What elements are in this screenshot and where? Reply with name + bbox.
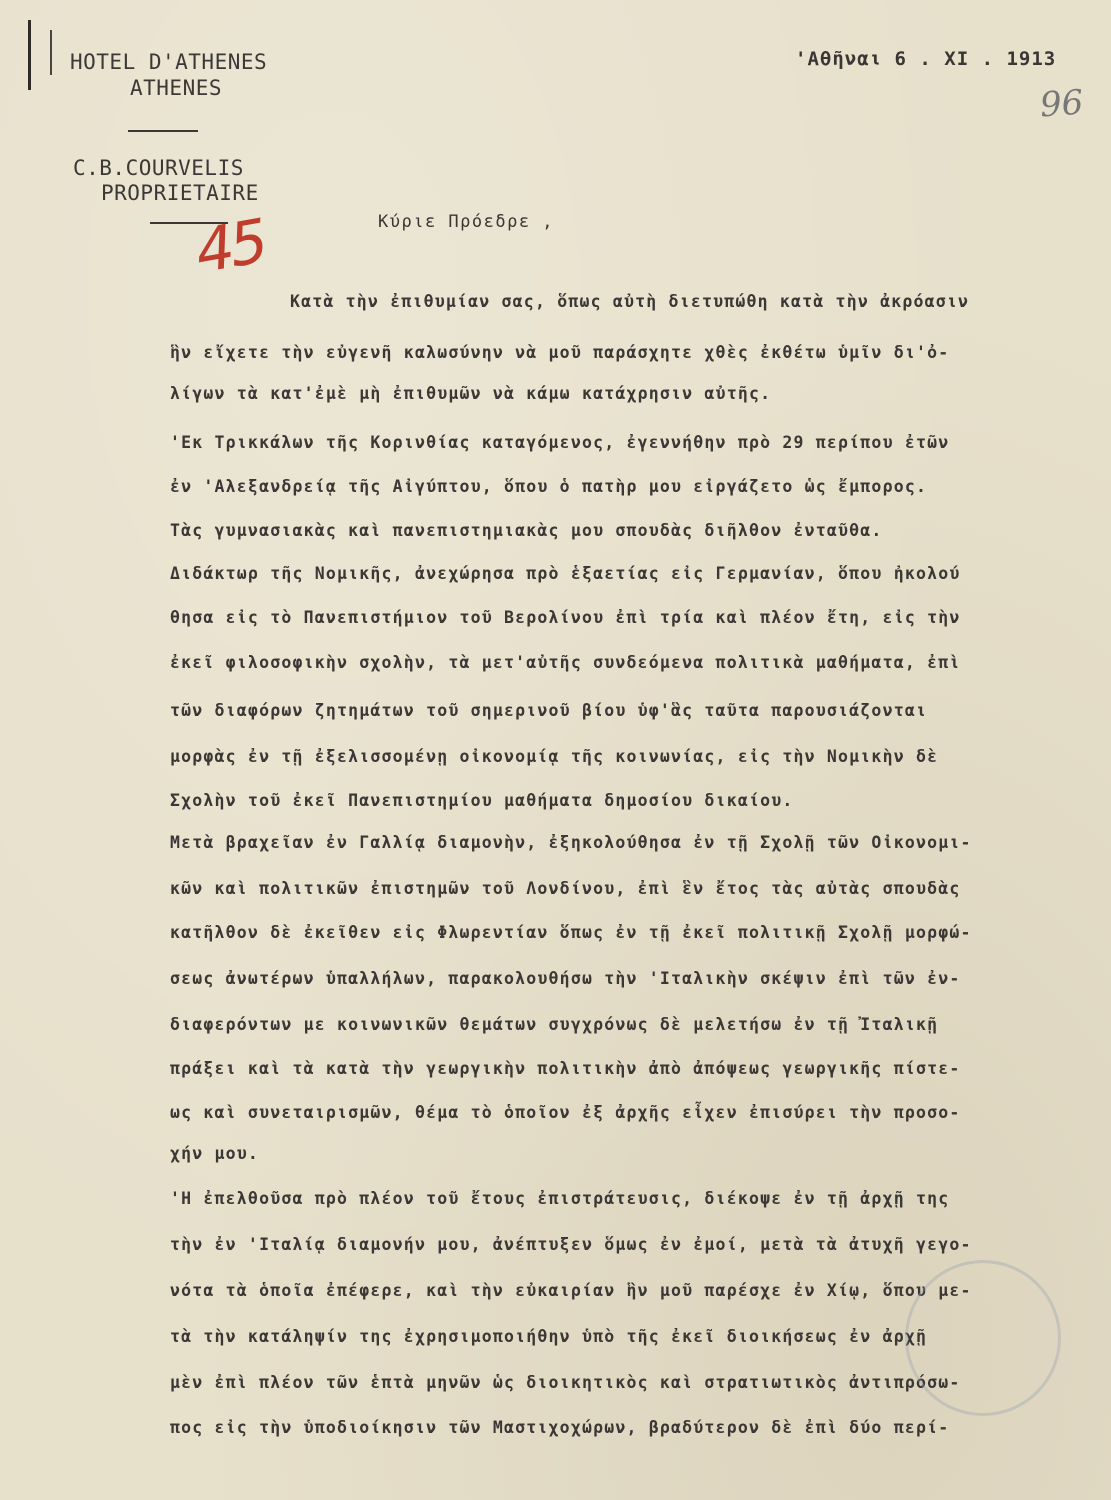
body-line: λίγων τὰ κατ'ἐμὲ μὴ ἐπιθυμῶν νὰ κάμω κατάχρησιν αὐτῆς. bbox=[170, 384, 772, 403]
body-line: 'Η ἐπελθοῦσα πρὸ πλέον τοῦ ἔτους ἐπιστράτευσις, διέκοψε ἐν τῇ ἀρχῇ της bbox=[170, 1189, 950, 1208]
letterhead-city: ATHENES bbox=[130, 76, 223, 100]
body-line: νότα τὰ ὁποῖα ἐπέφερε, καὶ τὴν εὐκαιρίαν ἣν μοῦ παρέσχε ἐν Χίῳ, ὅπου με- bbox=[170, 1281, 972, 1300]
body-line: ως καὶ συνεταιρισμῶν, θέμα τὸ ὁποῖον ἐξ ἀρχῆς εἶχεν ἐπισύρει τὴν προσο- bbox=[170, 1103, 961, 1122]
body-line: Σχολὴν τοῦ ἐκεῖ Πανεπιστημίου μαθήματα δημοσίου δικαίου. bbox=[170, 791, 794, 810]
archive-page-number: 96 bbox=[1038, 82, 1085, 126]
binding-mark-secondary bbox=[50, 30, 52, 75]
red-pencil-mark: 45 bbox=[195, 205, 266, 289]
body-line: τὴν ἐν 'Ιταλίᾳ διαμονήν μου, ἀνέπτυξεν ὅμως ἐν ἐμοί, μετὰ τὰ ἀτυχῆ γεγο- bbox=[170, 1235, 972, 1254]
body-line: χήν μου. bbox=[170, 1144, 260, 1163]
letter-date: 'Αθῆναι 6 . XI . 1913 bbox=[795, 48, 1057, 70]
body-line: ἐν 'Αλεξανδρείᾳ τῆς Αἰγύπτου, ὅπου ὁ πατὴρ μου εἰργάζετο ὡς ἔμπορος. bbox=[170, 477, 928, 496]
body-line: τὰ τὴν κατάληψίν της ἐχρησιμοποιήθην ὑπὸ τῆς ἐκεῖ διοικήσεως ἐν ἀρχῇ bbox=[170, 1327, 928, 1346]
letterhead-hotel: HOTEL D'ATHENES bbox=[70, 50, 268, 74]
faded-archive-stamp bbox=[905, 1260, 1061, 1416]
binding-mark bbox=[28, 20, 31, 90]
salutation: Κύριε Πρόεδρε , bbox=[378, 212, 555, 232]
body-line: ἣν εἴχετε τὴν εὐγενῆ καλωσύνην νὰ μοῦ παράσχητε χθὲς ἐκθέτω ὑμῖν δι'ὀ- bbox=[170, 343, 950, 362]
body-line: κατῆλθον δὲ ἐκεῖθεν εἰς Φλωρεντίαν ὅπως ἐν τῇ ἐκεῖ πολιτικῇ Σχολῇ μορφώ- bbox=[170, 923, 972, 942]
body-line: τῶν διαφόρων ζητημάτων τοῦ σημερινοῦ βίου ὑφ'ἃς ταῦτα παρουσιάζονται bbox=[170, 701, 928, 720]
body-line: θησα εἰς τὸ Πανεπιστήμιον τοῦ Βερολίνου ἐπὶ τρία καὶ πλέον ἔτη, εἰς τὴν bbox=[170, 608, 961, 627]
body-line: Μετὰ βραχεῖαν ἐν Γαλλίᾳ διαμονὴν, ἐξηκολούθησα ἐν τῇ Σχολῇ τῶν Οἰκονομι- bbox=[170, 833, 972, 852]
body-line: ἐκεῖ φιλοσοφικὴν σχολὴν, τὰ μετ'αὐτῆς συνδεόμενα πολιτικὰ μαθήματα, ἐπὶ bbox=[170, 653, 961, 672]
body-line: Κατὰ τὴν ἐπιθυμίαν σας, ὅπως αὐτὴ διετυπώθη κατὰ τὴν ἀκρόασιν bbox=[290, 292, 970, 311]
body-line: πράξει καὶ τὰ κατὰ τὴν γεωργικὴν πολιτικὴν ἀπὸ ἀπόψεως γεωργικῆς πίστε- bbox=[170, 1059, 961, 1078]
letterhead-proprietor-title: PROPRIETAIRE bbox=[101, 181, 259, 205]
body-line: πος εἰς τὴν ὑποδιοίκησιν τῶν Μαστιχοχώρων, βραδύτερον δὲ ἐπὶ δύο περί- bbox=[170, 1418, 950, 1437]
body-line: μὲν ἐπὶ πλέον τῶν ἑπτὰ μηνῶν ὡς διοικητικὸς καὶ στρατιωτικὸς ἀντιπρόσω- bbox=[170, 1373, 961, 1392]
letterhead-proprietor: C.B.COURVELIS bbox=[73, 156, 244, 180]
body-line: σεως ἀνωτέρων ὑπαλλήλων, παρακολουθήσω τὴν 'Ιταλικὴν σκέψιν ἐπὶ τῶν ἐν- bbox=[170, 969, 961, 988]
body-line: Διδάκτωρ τῆς Νομικῆς, ἀνεχώρησα πρὸ ἑξαετίας εἰς Γερμανίαν, ὅπου ἠκολού bbox=[170, 564, 961, 583]
body-line: διαφερόντων με κοινωνικῶν θεμάτων συγχρόνως δὲ μελετήσω ἐν τῇ Ἰταλικῇ bbox=[170, 1015, 939, 1034]
body-line: κῶν καὶ πολιτικῶν ἐπιστημῶν τοῦ Λονδίνου, ἐπὶ ἓν ἔτος τὰς αὐτὰς σπουδὰς bbox=[170, 879, 961, 898]
body-line: Τὰς γυμνασιακὰς καὶ πανεπιστημιακὰς μου σπουδὰς διῆλθον ἐνταῦθα. bbox=[170, 521, 883, 540]
body-line: 'Εκ Τρικκάλων τῆς Κορινθίας καταγόμενος, ἐγεννήθην πρὸ 29 περίπου ἐτῶν bbox=[170, 433, 950, 452]
letterhead-rule-top bbox=[128, 130, 198, 132]
body-line: μορφὰς ἐν τῇ ἐξελισσομένῃ οἰκονομίᾳ τῆς κοινωνίας, εἰς τὴν Νομικὴν δὲ bbox=[170, 747, 939, 766]
